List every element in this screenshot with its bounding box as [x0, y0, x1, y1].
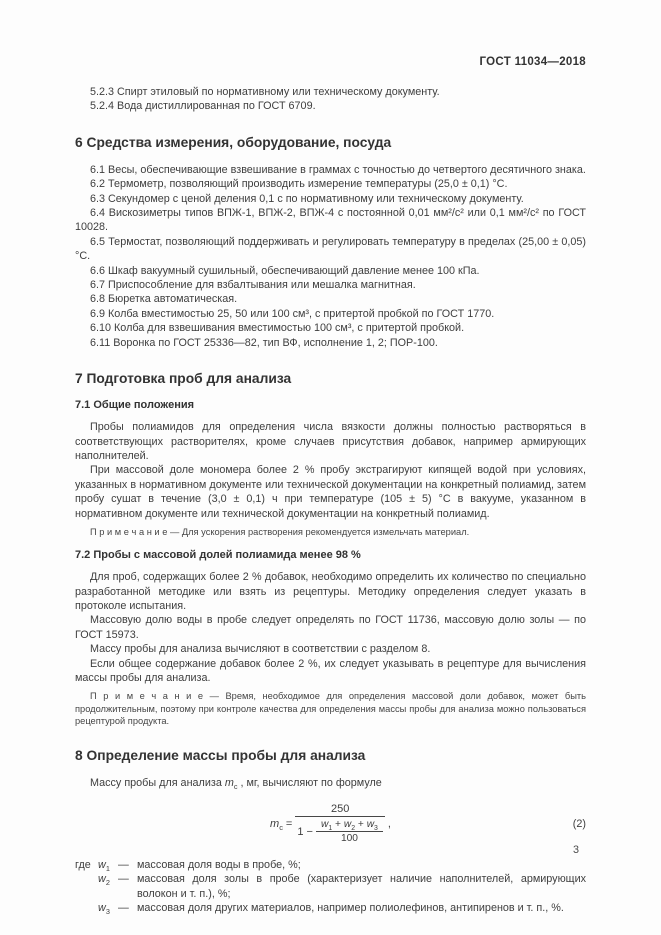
- section-7-title: 7 Подготовка проб для анализа: [75, 371, 292, 387]
- paragraph: Для проб, содержащих более 2 % добавок, необходимо определить их количество по специально разработанной методике или взять из рецептуры. Методику определения следует указать в протоколе испытания.: [75, 571, 586, 613]
- running-header: ГОСТ 11034—2018: [479, 56, 586, 68]
- paragraph: Массовую долю воды в пробе следует определять по ГОСТ 11736, массовую долю золы — по ГОСТ 15973.: [75, 614, 586, 641]
- where-row: [75, 858, 586, 872]
- list-item: 6.9 Колба вместимостью 25, 50 или 100 см³, с притертой пробкой по ГОСТ 1770.: [90, 307, 495, 320]
- where-label: где: [75, 858, 91, 871]
- list-item: 6.10 Колба для взвешивания вместимостью 100 см³, с притертой пробкой.: [90, 322, 465, 335]
- list-item: 5.2.3 Спирт этиловый по нормативному или техническому документу.: [90, 86, 440, 98]
- equals-sign: =: [285, 817, 293, 830]
- paragraph: Массу пробы для анализа вычисляют в соответствии с разделом 8.: [90, 643, 431, 656]
- page-number: 3: [572, 844, 579, 856]
- list-item: 6.3 Секундомер с ценой деления 0,1 с по нормативному или техническому документу.: [90, 192, 524, 205]
- where-definition: массовая доля воды в пробе, %;: [137, 858, 301, 871]
- paragraph: Пробы полиамидов для определения числа вязкости должны полностью растворяться в соответствующих растворителях, кроме случаев присутствия добавок, например армирующих наполнителей.: [75, 421, 586, 462]
- formula-block: [75, 798, 586, 850]
- list-item: 6.2 Термометр, позволяющий производить измерение температуры (25,0 ± 0,1) °С.: [90, 178, 508, 191]
- list-item: 6.8 Бюретка автоматическая.: [90, 293, 238, 306]
- section-6-items: [75, 163, 586, 350]
- inner-fraction: [316, 819, 383, 844]
- dash: —: [118, 902, 129, 914]
- fraction-numerator: 250: [295, 803, 385, 817]
- where-definition: массовая доля других материалов, например полиолефинов, антипиренов и т. п., %.: [137, 902, 564, 914]
- list-item: 6.7 Приспособление для взбалтывания или мешалка магнитная.: [90, 279, 416, 292]
- variable-m: m: [224, 777, 234, 790]
- inner-numerator: [316, 819, 383, 832]
- intro-text: Массу пробы для анализа: [90, 777, 225, 790]
- where-variable: $w_1$: [98, 858, 110, 873]
- where-variable: $w_2$: [98, 873, 110, 888]
- variable-m-subscript: с: [279, 822, 283, 832]
- list-item: 6.4 Вискозиметры типов ВПЖ-1, ВПЖ-2, ВПЖ-4 с постоянной 0,01 мм²/с² или 0,1 мм²/с² по ГОСТ 10028.: [75, 207, 586, 234]
- where-row: [75, 872, 586, 901]
- variable-w: w: [343, 819, 352, 831]
- variable-w: w: [320, 819, 329, 831]
- where-spacer: [75, 901, 98, 915]
- section-8-title: 8 Определение массы пробы для анализа: [75, 748, 366, 764]
- variable-m: m: [270, 817, 280, 830]
- main-fraction: [295, 803, 385, 844]
- paragraph: При массовой доле мономера более 2 % пробу экстрагируют кипящей водой при условиях, указанных в нормативном документе или технической документации на конкретный полиамид, затем пробу сушат в течение (3,0 ± 0,1) ч при температуре (105 ± 5) °С в вакууме, указанном в нормативном документе или технической документации на конкретный полиамид.: [75, 464, 586, 520]
- formula-intro: [75, 776, 586, 790]
- where-variable: $w_3$: [98, 902, 110, 917]
- subscript-2: 2: [351, 825, 356, 833]
- subscript-1: 1: [328, 825, 333, 833]
- subscript-3: 3: [374, 825, 378, 833]
- where-definition: массовая доля золы в пробе (характеризует наличие наполнителей, армирующих волокон и т. п.), %;: [137, 873, 586, 900]
- formula-number: (2): [572, 817, 586, 830]
- plus-sign: +: [357, 819, 364, 831]
- variable-m-subscript: с: [233, 782, 238, 792]
- section-5-items: [75, 85, 586, 114]
- list-item: 6.11 Воронка по ГОСТ 25336—82, тип ВФ, исполнение 1, 2; ПОР-100.: [90, 336, 438, 349]
- plus-sign: +: [335, 819, 341, 831]
- section-6-title: 6 Средства измерения, оборудование, посуда: [75, 134, 392, 150]
- one-minus: 1 −: [297, 825, 313, 838]
- where-row: [75, 901, 586, 915]
- where-list: [75, 858, 586, 916]
- dash: —: [118, 873, 129, 886]
- list-item: 6.6 Шкаф вакуумный сушильный, обеспечивающий давление менее 100 кПа.: [90, 264, 480, 277]
- paragraph: Если общее содержание добавок более 2 %, их следует указывать в рецептуре для вычисления массы пробы для анализа.: [75, 657, 586, 685]
- section-7-2-title: 7.2 Пробы с массовой долей полиамида менее 98 %: [75, 549, 361, 562]
- list-item: 5.2.4 Вода дистиллированная по ГОСТ 6709.: [90, 100, 316, 113]
- inner-denominator: 100: [340, 833, 358, 845]
- note: П р и м е ч а н и е — Для ускорения растворения рекомендуется измельчать материал.: [90, 526, 470, 537]
- formula-lhs: [270, 818, 283, 830]
- variable-w: w: [366, 819, 375, 831]
- formula-expression: [270, 803, 391, 844]
- list-item: 6.1 Весы, обеспечивающие взвешивание в граммах с точностью до четвертого десятичного знака.: [90, 163, 586, 176]
- section-7-1-title: 7.1 Общие положения: [75, 399, 195, 412]
- intro-text: , мг, вычисляют по формуле: [237, 777, 382, 790]
- note: П р и м е ч а н и е — Время, необходимое для определения массовой доли добавок, может быть продолжительным, поэтому при контроле качества для определения массы пробы для анализа можно пользоваться рецептурой продукта.: [75, 691, 586, 727]
- where-spacer: [75, 872, 98, 901]
- list-item: 6.5 Термостат, позволяющий поддерживать и регулировать температуру в пределах (25,00 ± 0,05) °С.: [75, 235, 586, 263]
- page-content: [75, 56, 586, 915]
- fraction-denominator: [295, 817, 385, 844]
- dash: —: [118, 858, 129, 871]
- trailing-comma: ,: [387, 817, 391, 830]
